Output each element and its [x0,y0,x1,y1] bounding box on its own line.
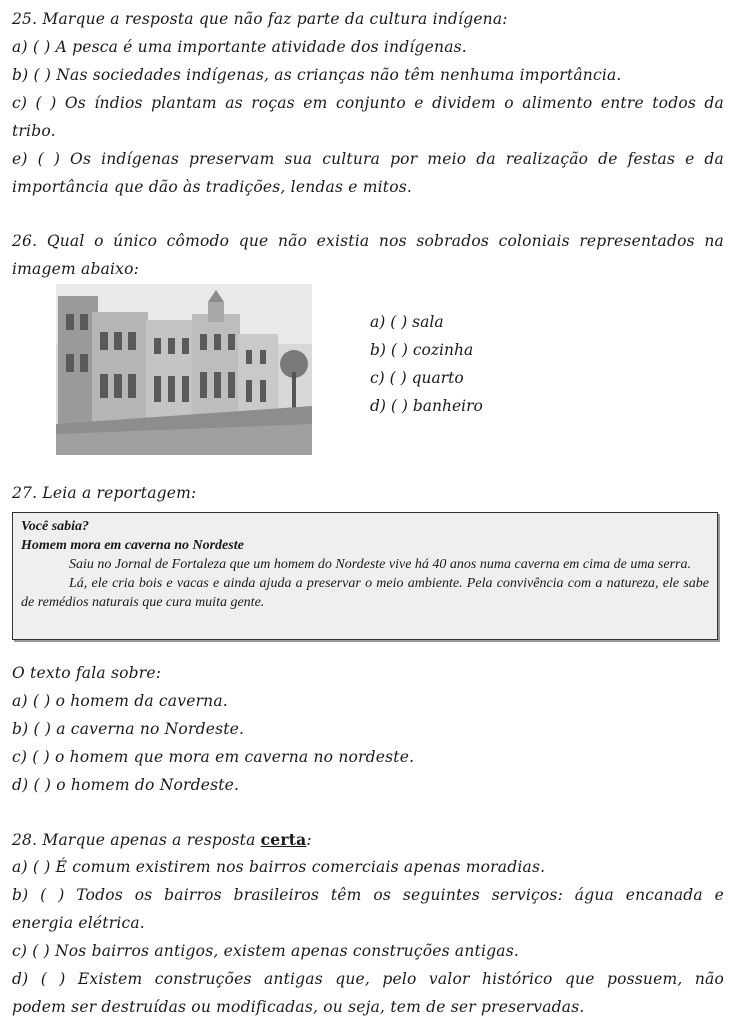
q28-option-b-cont: energia elétrica. [12,914,145,932]
report-paragraph-2: Lá, ele cria bois e vacas e ainda ajuda a preservar o meio ambiente. Pela convivência com a natureza, ele sabe de remédios naturais que cura muita gente. [21,576,709,610]
q27-option-a[interactable]: a) ( ) o homem da caverna. [12,692,228,710]
q27-option-b[interactable]: b) ( ) a caverna no Nordeste. [12,720,245,738]
q26-options [370,313,483,425]
q28-title-text: 28. Marque apenas a resposta [12,831,261,849]
q25-option-c[interactable]: c) ( ) Os índios plantam as roças em conjunto e dividem o alimento entre todos da [12,94,724,112]
q25-option-b[interactable]: b) ( ) Nas sociedades indígenas, as crianças não têm nenhuma importância. [12,66,622,84]
q25-option-e[interactable]: e) ( ) Os indígenas preservam sua cultura por meio da realização de festas e da [12,150,724,168]
q28-title-colon: : [306,831,312,849]
q27-prompt: O texto fala sobre: [12,664,162,682]
q26-option-b[interactable]: b) ( ) cozinha [370,341,474,359]
q27-option-c[interactable]: c) ( ) o homem que mora em caverna no nordeste. [12,748,415,766]
q28-option-b[interactable]: b) ( ) Todos os bairros brasileiros têm os seguintes serviços: água encanada e [12,886,724,904]
q28-option-d[interactable]: d) ( ) Existem construções antigas que, pelo valor histórico que possuem, não [12,970,724,988]
report-kicker: Você sabia? [21,519,90,534]
q25-option-c-cont: tribo. [12,122,56,140]
q26-option-d[interactable]: d) ( ) banheiro [370,397,483,415]
q28-option-a[interactable]: a) ( ) É comum existirem nos bairros comerciais apenas moradias. [12,858,546,876]
news-report-box [12,512,718,640]
q26-option-c[interactable]: c) ( ) quarto [370,369,464,387]
q28-option-c[interactable]: c) ( ) Nos bairros antigos, existem apenas construções antigas. [12,942,519,960]
q26-title-cont: imagem abaixo: [12,260,140,278]
report-paragraph-1: Saiu no Jornal de Fortaleza que um homem do Nordeste vive há 40 anos numa caverna em cima de uma serra. [69,557,691,572]
q28-title-emphasis: certa [260,830,307,849]
q28-option-d-cont: podem ser destruídas ou modificadas, ou seja, tem de ser preservadas. [12,998,585,1016]
q27-title: 27. Leia a reportagem: [12,484,197,502]
colonial-townhouses-photo [56,284,312,455]
q26-option-a[interactable]: a) ( ) sala [370,313,444,331]
report-headline: Homem mora em caverna no Nordeste [21,538,244,553]
q26-title: 26. Qual o único cômodo que não existia nos sobrados coloniais representados na [12,232,724,250]
q25-option-a[interactable]: a) ( ) A pesca é uma importante atividade dos indígenas. [12,38,467,56]
q25-option-e-cont: importância que dão às tradições, lendas e mitos. [12,178,413,196]
q28-title [12,830,312,849]
q25-title: 25. Marque a resposta que não faz parte da cultura indígena: [12,10,508,28]
q27-option-d[interactable]: d) ( ) o homem do Nordeste. [12,776,240,794]
